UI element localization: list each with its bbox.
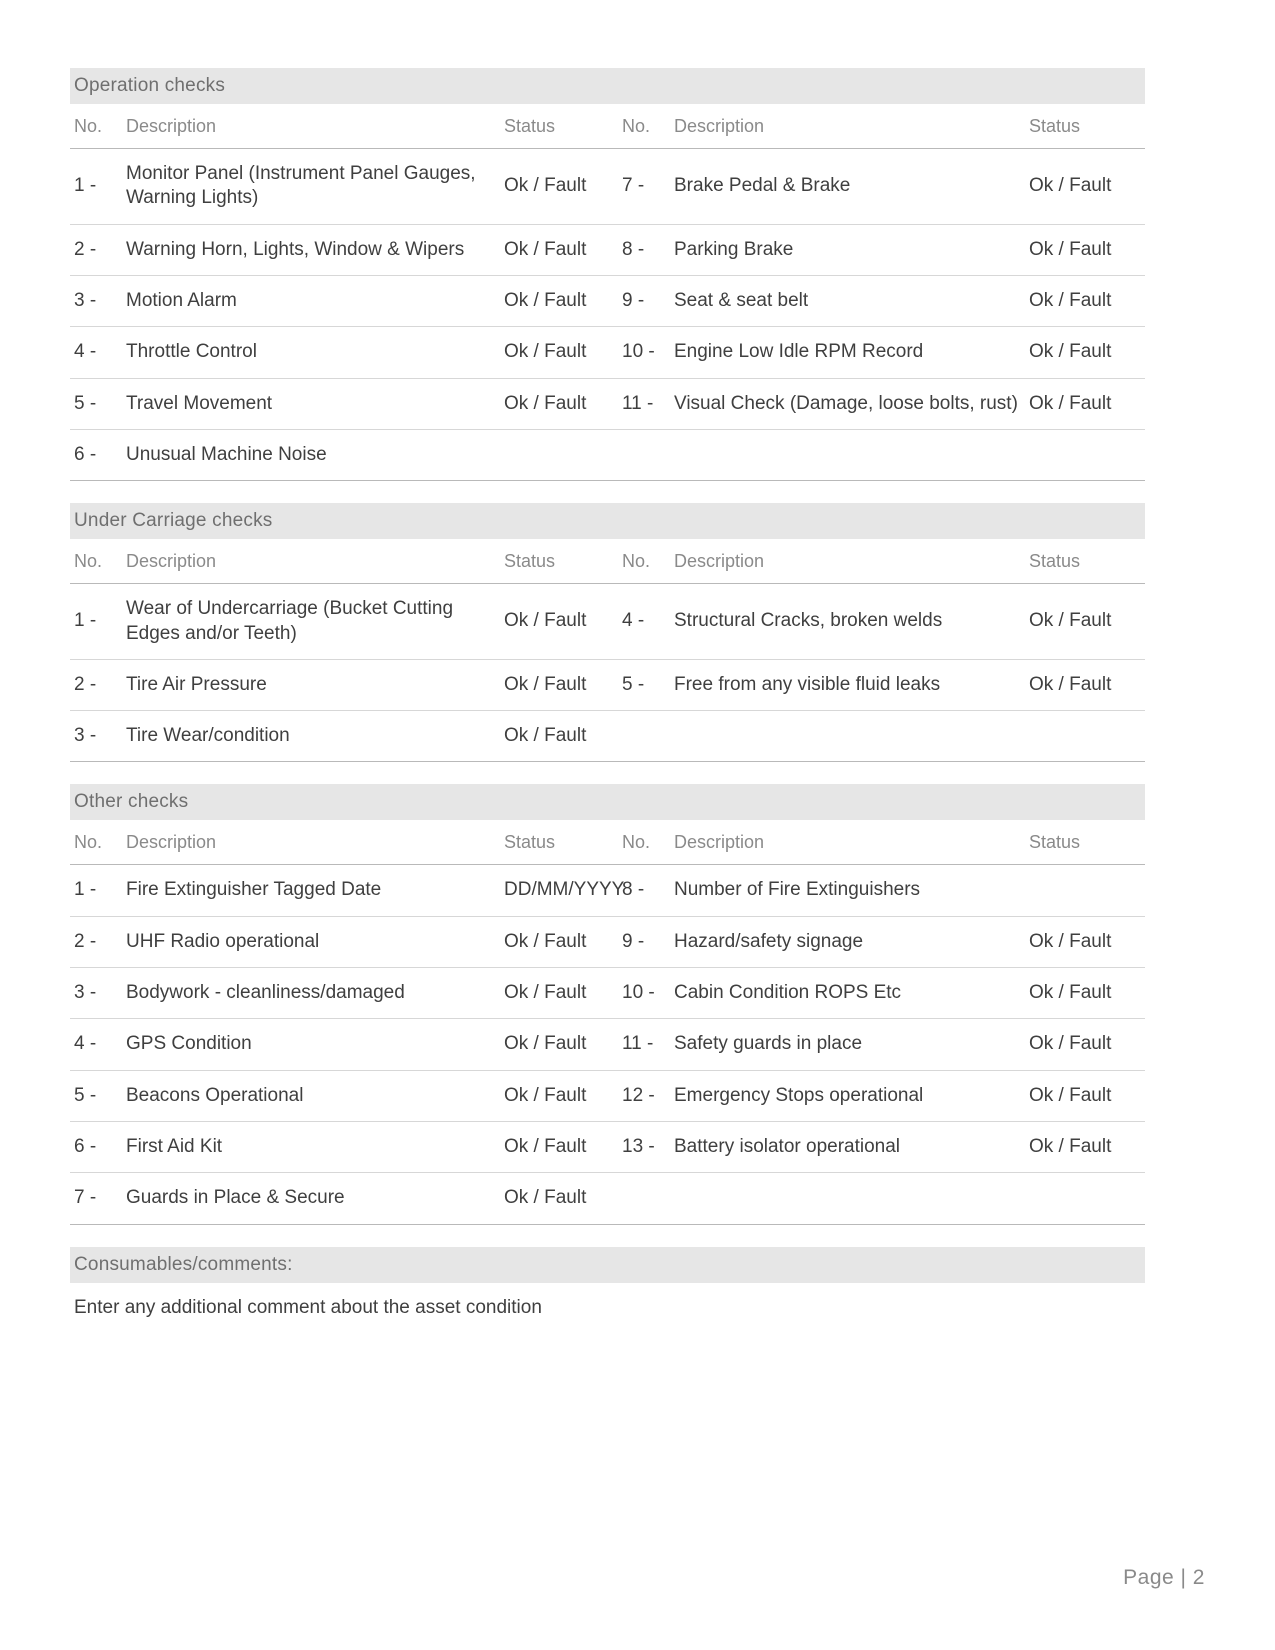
row-description-2 xyxy=(670,711,1025,762)
table-header-row xyxy=(70,104,1145,149)
row-description-2: Engine Low Idle RPM Record xyxy=(670,327,1025,378)
table-row xyxy=(70,378,1145,429)
table-row xyxy=(70,968,1145,1019)
operation-checks-table xyxy=(70,104,1145,481)
row-status[interactable]: Ok / Fault xyxy=(500,711,618,762)
row-number: 3 - xyxy=(70,275,122,326)
row-description: Monitor Panel (Instrument Panel Gauges, Warning Lights) xyxy=(122,149,500,225)
col-header-description: Description xyxy=(122,539,500,584)
row-description-2: Cabin Condition ROPS Etc xyxy=(670,968,1025,1019)
table-row xyxy=(70,1019,1145,1070)
row-description: UHF Radio operational xyxy=(122,916,500,967)
row-number: 2 - xyxy=(70,659,122,710)
under-carriage-checks-table xyxy=(70,539,1145,762)
row-description-2: Free from any visible fluid leaks xyxy=(670,659,1025,710)
row-number-2: 9 - xyxy=(618,275,670,326)
row-number-2: 11 - xyxy=(618,378,670,429)
table-row xyxy=(70,275,1145,326)
row-status-2[interactable] xyxy=(1025,429,1145,480)
row-description: Fire Extinguisher Tagged Date xyxy=(122,865,500,916)
col-header-no-2: No. xyxy=(618,104,670,149)
row-description-2 xyxy=(670,429,1025,480)
other-checks-table xyxy=(70,820,1145,1224)
table-row xyxy=(70,1173,1145,1224)
row-status[interactable]: DD/MM/YYYY xyxy=(500,865,618,916)
row-description: First Aid Kit xyxy=(122,1122,500,1173)
col-header-status-2: Status xyxy=(1025,820,1145,865)
table-row xyxy=(70,429,1145,480)
table-row xyxy=(70,865,1145,916)
row-description: Beacons Operational xyxy=(122,1070,500,1121)
row-status-2[interactable]: Ok / Fault xyxy=(1025,968,1145,1019)
row-status[interactable]: Ok / Fault xyxy=(500,1070,618,1121)
section-divider-1 xyxy=(70,481,1145,503)
comments-placeholder-text[interactable]: Enter any additional comment about the asset condition xyxy=(74,1296,542,1318)
row-status-2[interactable]: Ok / Fault xyxy=(1025,659,1145,710)
row-status[interactable]: Ok / Fault xyxy=(500,1019,618,1070)
table-row xyxy=(70,327,1145,378)
row-number: 2 - xyxy=(70,224,122,275)
row-status[interactable]: Ok / Fault xyxy=(500,275,618,326)
row-number: 3 - xyxy=(70,711,122,762)
row-number-2: 10 - xyxy=(618,327,670,378)
row-description: Travel Movement xyxy=(122,378,500,429)
row-description: Guards in Place & Secure xyxy=(122,1173,500,1224)
section-divider-2 xyxy=(70,762,1145,784)
row-description-2: Seat & seat belt xyxy=(670,275,1025,326)
row-status[interactable]: Ok / Fault xyxy=(500,1173,618,1224)
col-header-no-2: No. xyxy=(618,539,670,584)
row-number-2: 12 - xyxy=(618,1070,670,1121)
row-description: Unusual Machine Noise xyxy=(122,429,500,480)
row-description: Bodywork - cleanliness/damaged xyxy=(122,968,500,1019)
col-header-status-2: Status xyxy=(1025,104,1145,149)
row-description-2: Structural Cracks, broken welds xyxy=(670,584,1025,660)
row-number: 6 - xyxy=(70,429,122,480)
row-status[interactable]: Ok / Fault xyxy=(500,327,618,378)
row-status[interactable] xyxy=(500,429,618,480)
row-status-2[interactable]: Ok / Fault xyxy=(1025,149,1145,225)
row-status[interactable]: Ok / Fault xyxy=(500,149,618,225)
row-description: Tire Air Pressure xyxy=(122,659,500,710)
row-description: Motion Alarm xyxy=(122,275,500,326)
row-description-2: Emergency Stops operational xyxy=(670,1070,1025,1121)
col-header-description: Description xyxy=(122,820,500,865)
col-header-status-2: Status xyxy=(1025,539,1145,584)
row-number: 1 - xyxy=(70,584,122,660)
table-row xyxy=(70,659,1145,710)
section-header-under-carriage-checks: Under Carriage checks xyxy=(70,503,1145,539)
page-content xyxy=(70,68,1145,1319)
row-number-2: 7 - xyxy=(618,149,670,225)
row-number: 7 - xyxy=(70,1173,122,1224)
row-number-2: 10 - xyxy=(618,968,670,1019)
row-description: Wear of Undercarriage (Bucket Cutting Edges and/or Teeth) xyxy=(122,584,500,660)
table-row xyxy=(70,224,1145,275)
col-header-no: No. xyxy=(70,539,122,584)
row-number: 4 - xyxy=(70,1019,122,1070)
row-number: 4 - xyxy=(70,327,122,378)
row-number: 5 - xyxy=(70,378,122,429)
section-divider-3 xyxy=(70,1225,1145,1247)
row-status-2[interactable]: Ok / Fault xyxy=(1025,1019,1145,1070)
row-status-2[interactable]: Ok / Fault xyxy=(1025,275,1145,326)
row-description-2: Hazard/safety signage xyxy=(670,916,1025,967)
row-number: 3 - xyxy=(70,968,122,1019)
row-description-2: Battery isolator operational xyxy=(670,1122,1025,1173)
row-number-2: 4 - xyxy=(618,584,670,660)
col-header-status: Status xyxy=(500,820,618,865)
table-row xyxy=(70,584,1145,660)
row-description: Tire Wear/condition xyxy=(122,711,500,762)
table-row xyxy=(70,1070,1145,1121)
row-status-2[interactable] xyxy=(1025,865,1145,916)
row-status[interactable]: Ok / Fault xyxy=(500,224,618,275)
col-header-no: No. xyxy=(70,820,122,865)
col-header-description-2: Description xyxy=(670,820,1025,865)
row-status-2[interactable]: Ok / Fault xyxy=(1025,916,1145,967)
row-number: 2 - xyxy=(70,916,122,967)
row-status-2[interactable]: Ok / Fault xyxy=(1025,584,1145,660)
col-header-no: No. xyxy=(70,104,122,149)
row-number-2: 9 - xyxy=(618,916,670,967)
row-status-2[interactable]: Ok / Fault xyxy=(1025,1070,1145,1121)
table-row xyxy=(70,916,1145,967)
table-header-row xyxy=(70,820,1145,865)
row-description-2 xyxy=(670,1173,1025,1224)
row-description: Throttle Control xyxy=(122,327,500,378)
row-status[interactable]: Ok / Fault xyxy=(500,1122,618,1173)
row-number: 1 - xyxy=(70,149,122,225)
row-number-2: 5 - xyxy=(618,659,670,710)
row-status[interactable]: Ok / Fault xyxy=(500,378,618,429)
row-status-2[interactable]: Ok / Fault xyxy=(1025,224,1145,275)
row-description: GPS Condition xyxy=(122,1019,500,1070)
col-header-description-2: Description xyxy=(670,104,1025,149)
section-header-other-checks: Other checks xyxy=(70,784,1145,820)
table-row xyxy=(70,149,1145,225)
row-status-2[interactable] xyxy=(1025,1173,1145,1224)
col-header-no-2: No. xyxy=(618,820,670,865)
col-header-description-2: Description xyxy=(670,539,1025,584)
row-description-2: Number of Fire Extinguishers xyxy=(670,865,1025,916)
page-footer: Page | 2 xyxy=(1123,1566,1205,1589)
row-status-2[interactable]: Ok / Fault xyxy=(1025,378,1145,429)
row-number-2: 13 - xyxy=(618,1122,670,1173)
row-status[interactable]: Ok / Fault xyxy=(500,968,618,1019)
row-number-2 xyxy=(618,1173,670,1224)
row-status[interactable]: Ok / Fault xyxy=(500,916,618,967)
row-status-2[interactable] xyxy=(1025,711,1145,762)
row-status-2[interactable]: Ok / Fault xyxy=(1025,1122,1145,1173)
row-description: Warning Horn, Lights, Window & Wipers xyxy=(122,224,500,275)
row-description-2: Brake Pedal & Brake xyxy=(670,149,1025,225)
row-status[interactable]: Ok / Fault xyxy=(500,584,618,660)
row-number-2 xyxy=(618,429,670,480)
row-number: 1 - xyxy=(70,865,122,916)
row-number-2: 8 - xyxy=(618,865,670,916)
row-number-2 xyxy=(618,711,670,762)
row-number-2: 8 - xyxy=(618,224,670,275)
col-header-status: Status xyxy=(500,539,618,584)
row-status-2[interactable]: Ok / Fault xyxy=(1025,327,1145,378)
row-description-2: Parking Brake xyxy=(670,224,1025,275)
row-status[interactable]: Ok / Fault xyxy=(500,659,618,710)
row-description-2: Visual Check (Damage, loose bolts, rust) xyxy=(670,378,1025,429)
table-row xyxy=(70,711,1145,762)
col-header-status: Status xyxy=(500,104,618,149)
row-number-2: 11 - xyxy=(618,1019,670,1070)
col-header-description: Description xyxy=(122,104,500,149)
row-description-2: Safety guards in place xyxy=(670,1019,1025,1070)
table-header-row xyxy=(70,539,1145,584)
section-header-operation-checks: Operation checks xyxy=(70,68,1145,104)
row-number: 6 - xyxy=(70,1122,122,1173)
row-number: 5 - xyxy=(70,1070,122,1121)
section-header-consumables-comments: Consumables/comments: xyxy=(70,1247,1145,1283)
table-row xyxy=(70,1122,1145,1173)
